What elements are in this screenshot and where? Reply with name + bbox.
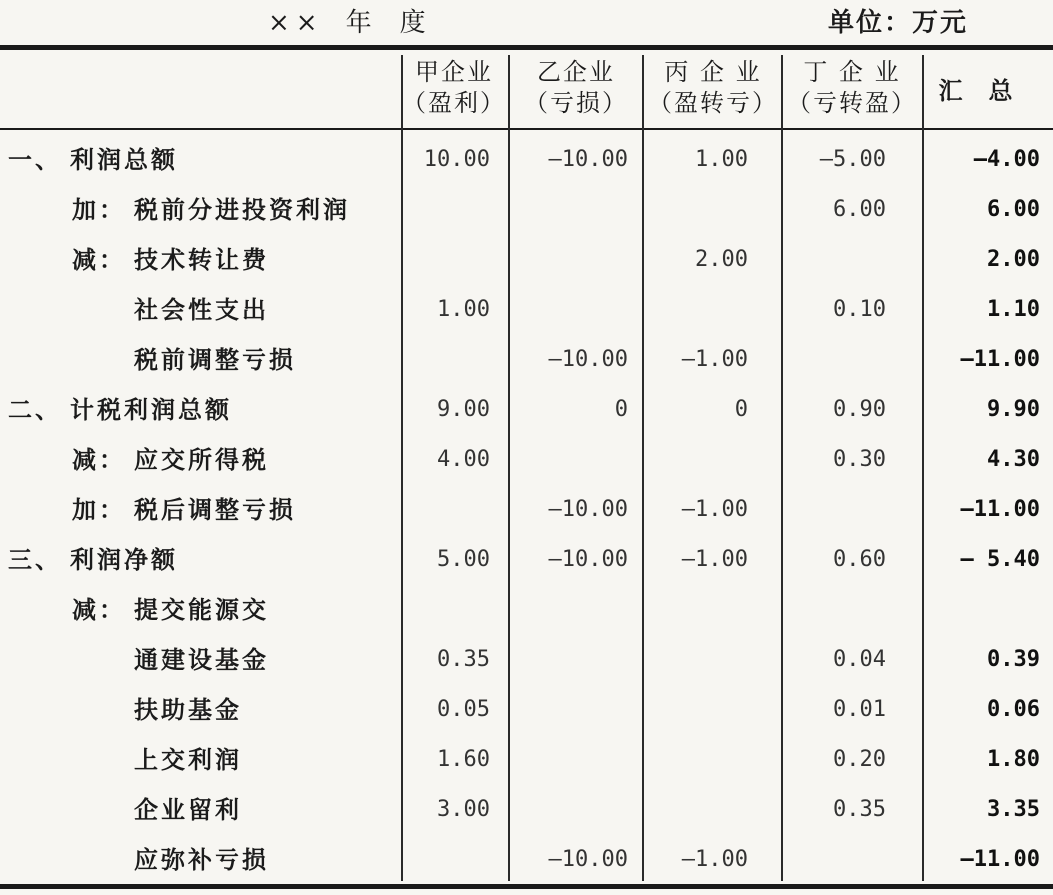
row-prefix: 减： [72,245,126,274]
value-cell: —10.00 [548,547,628,572]
column-header-line1: 甲企业 [415,58,493,86]
total-value-cell: 2.00 [987,247,1040,272]
value-cell: 1.60 [437,747,490,772]
value-cell: 0.35 [833,797,886,822]
table-row [0,735,1053,785]
row-label: 技术转让费 [134,245,269,274]
table-row [0,285,1053,335]
value-cell: 10.00 [423,147,490,172]
value-cell: —10.00 [548,847,628,872]
value-cell: 0.05 [437,697,490,722]
row-label: 应交所得税 [134,445,269,474]
value-cell: —1.00 [681,847,748,872]
value-cell: 5.00 [437,547,490,572]
column-header-yi [510,57,642,119]
table-row [0,135,1053,185]
total-value-cell: 6.00 [987,197,1040,222]
value-cell: 6.00 [833,197,886,222]
column-header-bing [644,57,782,119]
value-cell: 0.20 [833,747,886,772]
column-header-line2: （亏转盈） [787,89,917,117]
table-row [0,335,1053,385]
value-cell: 0 [734,397,748,422]
total-value-cell: — 5.40 [960,547,1040,572]
year-heading [268,2,454,39]
value-cell: 0.10 [833,297,886,322]
column-header-line2: （盈转亏） [648,89,778,117]
row-label: 利润净额 [70,545,178,574]
value-cell: —10.00 [548,147,628,172]
value-cell: 1.00 [695,147,748,172]
value-cell: 0.01 [833,697,886,722]
row-label: 企业留利 [134,795,242,824]
column-header-line1: 丁 企 业 [803,58,901,86]
row-label: 计税利润总额 [70,395,232,424]
value-cell: 0.04 [833,647,886,672]
value-cell: 9.00 [437,397,490,422]
value-cell: —1.00 [681,497,748,522]
total-value-cell: 0.39 [987,647,1040,672]
total-value-cell: —11.00 [960,347,1040,372]
total-value-cell: —4.00 [973,147,1040,172]
row-prefix: 三、 [8,545,62,574]
column-header-line2: （亏损） [524,89,628,117]
row-prefix: 加： [72,495,126,524]
total-value-cell: —11.00 [960,847,1040,872]
table-row [0,535,1053,585]
value-cell: 0.35 [437,647,490,672]
row-label: 扶助基金 [134,695,242,724]
table-row [0,185,1053,235]
row-label: 上交利润 [134,745,242,774]
row-label: 税前调整亏损 [134,345,296,374]
row-label: 通建设基金 [134,645,269,674]
row-prefix: 二、 [8,395,62,424]
value-cell: 1.00 [437,297,490,322]
row-label: 利润总额 [70,145,178,174]
table-row [0,235,1053,285]
value-cell: —1.00 [681,547,748,572]
row-prefix: 一、 [8,145,62,174]
table-row [0,685,1053,735]
table-row [0,385,1053,435]
total-value-cell: 9.90 [987,397,1040,422]
row-prefix: 减： [72,595,126,624]
value-cell: 2.00 [695,247,748,272]
total-value-cell: 1.10 [987,297,1040,322]
row-prefix: 减： [72,445,126,474]
table-row [0,635,1053,685]
row-label: 社会性支出 [134,295,269,324]
total-value-cell: 3.35 [987,797,1040,822]
column-header-line1: 丙 企 业 [664,58,762,86]
year-marks: ×× [268,8,324,38]
value-cell: —10.00 [548,497,628,522]
value-cell: —5.00 [819,147,886,172]
column-header-jia [402,57,506,119]
total-value-cell: 1.80 [987,747,1040,772]
table-row [0,485,1053,535]
unit-label: 单位：万元 [828,8,969,38]
year-word-1: 年 [345,8,378,38]
top-rule [0,45,1053,50]
value-cell: 4.00 [437,447,490,472]
row-prefix: 加： [72,195,126,224]
total-value-cell: 4.30 [987,447,1040,472]
value-cell: 3.00 [437,797,490,822]
table-row [0,785,1053,835]
column-header-total: 汇总 [938,76,1039,105]
row-label: 税后调整亏损 [134,495,296,524]
row-label: 税前分进投资利润 [134,195,350,224]
value-cell: 0.90 [833,397,886,422]
value-cell: 0 [614,397,628,422]
row-label: 应弥补亏损 [134,845,269,874]
year-word-2: 度 [399,8,432,38]
value-cell: 0.30 [833,447,886,472]
total-value-cell: 0.06 [987,697,1040,722]
value-cell: 0.60 [833,547,886,572]
column-header-line2: （盈利） [402,89,506,117]
total-value-cell: —11.00 [960,497,1040,522]
table-row [0,435,1053,485]
table-row [0,585,1053,635]
row-label: 提交能源交 [134,595,269,624]
header-rule [0,128,1053,130]
value-cell: —1.00 [681,347,748,372]
column-header-line1: 乙企业 [537,58,615,86]
table-row [0,835,1053,885]
value-cell: —10.00 [548,347,628,372]
column-header-ding [782,57,922,119]
